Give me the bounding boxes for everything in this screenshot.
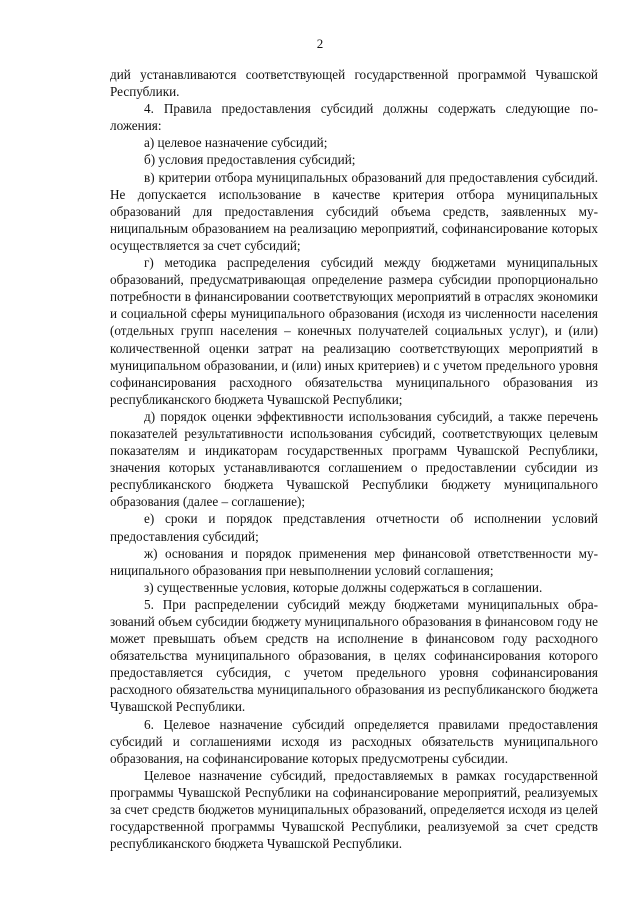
paragraph-continuation: дий устанавливаются соответствующей государственной программой Чувашской Республики. [110,67,598,100]
list-item-d: д) порядок оценки эффективности использования субсидий, а также перечень показателей результативности использования субсидий, соответствующих целевым показателям и индикаторам государственных программ Чувашской Республики, значения которых устанавливаются соглашением о предоставлении субсидии из республиканского бюджета Чувашской Республики бюджету муниципального образования (далее – соглашение); [110,408,598,510]
paragraph-item-6: 6. Целевое назначение субсидий определяется правилами предоставления субсидий и соглашениями исходя из расходных обязательств муниципального образования, на софинансирование которых предусмотрены субсидии. [110,716,598,766]
page-number: 2 [316,36,324,51]
list-item-v: в) критерии отбора муниципальных образований для предоставления субсидий. Не допускается использование в качестве критерия отбора муниципальных образований для предоставления субсидий объема средств, заявленных муниципальным образованием на реализацию мероприятий, софинансирование которых осуществляется за счет субсидий; [110,169,598,253]
list-item-zh: ж) основания и порядок применения мер финансовой ответственности муниципального образования при невыполнении условий соглашения; [110,545,598,578]
list-item-g: г) методика распределения субсидий между бюджетами муниципальных образований, предусматривающая определение размера субсидии пропорционально потребности в финансировании соответствующих мероприятий в отраслях экономики и социальной сферы муниципального образования (исходя из численности населения (отдельных групп населения – конечных получателей социальных услуг), и (или) количественной оценки затрат на реализацию соответствующих мероприятий в муниципальном образовании, и (или) иных критериев) и с учетом предельного уровня софинансирования расходного обязательства муниципального образования из республиканского бюджета Чувашской Республики; [110,255,598,407]
list-item-b: б) условия предоставления субсидий; [144,152,356,168]
paragraph-item-6-continued: Целевое назначение субсидий, предоставляемых в рамках государственной программы Чувашской Республики на софинансирование мероприятий, реализуемых за счет средств бюджетов муниципальных образований, определяется исходя из целей государственной программы Чувашской Республики, реализуемой за счет средств республиканского бюджета Чувашской Республики. [110,767,598,852]
list-item-e: е) сроки и порядок представления отчетности об исполнении условий предоставления субсидий; [110,511,598,544]
paragraph-item-5: 5. При распределении субсидий между бюджетами муниципальных образований объем субсидии бюджету муниципального образования в финансовом году не может превышать объем средств на исполнение в финансовом году расходного обязательства муниципального образования, в целях софинансирования которого предоставляется субсидия, с учетом предельного уровня софинансирования расходного обязательства муниципального образования из республиканского бюджета Чувашской Республики. [110,596,598,715]
list-item-z: з) существенные условия, которые должны содержаться в соглашении. [144,579,543,595]
paragraph-item-4: 4. Правила предоставления субсидий должны содержать следующие положения: [110,101,598,134]
document-body [110,66,598,852]
list-item-a: а) целевое назначение субсидий; [144,135,328,151]
